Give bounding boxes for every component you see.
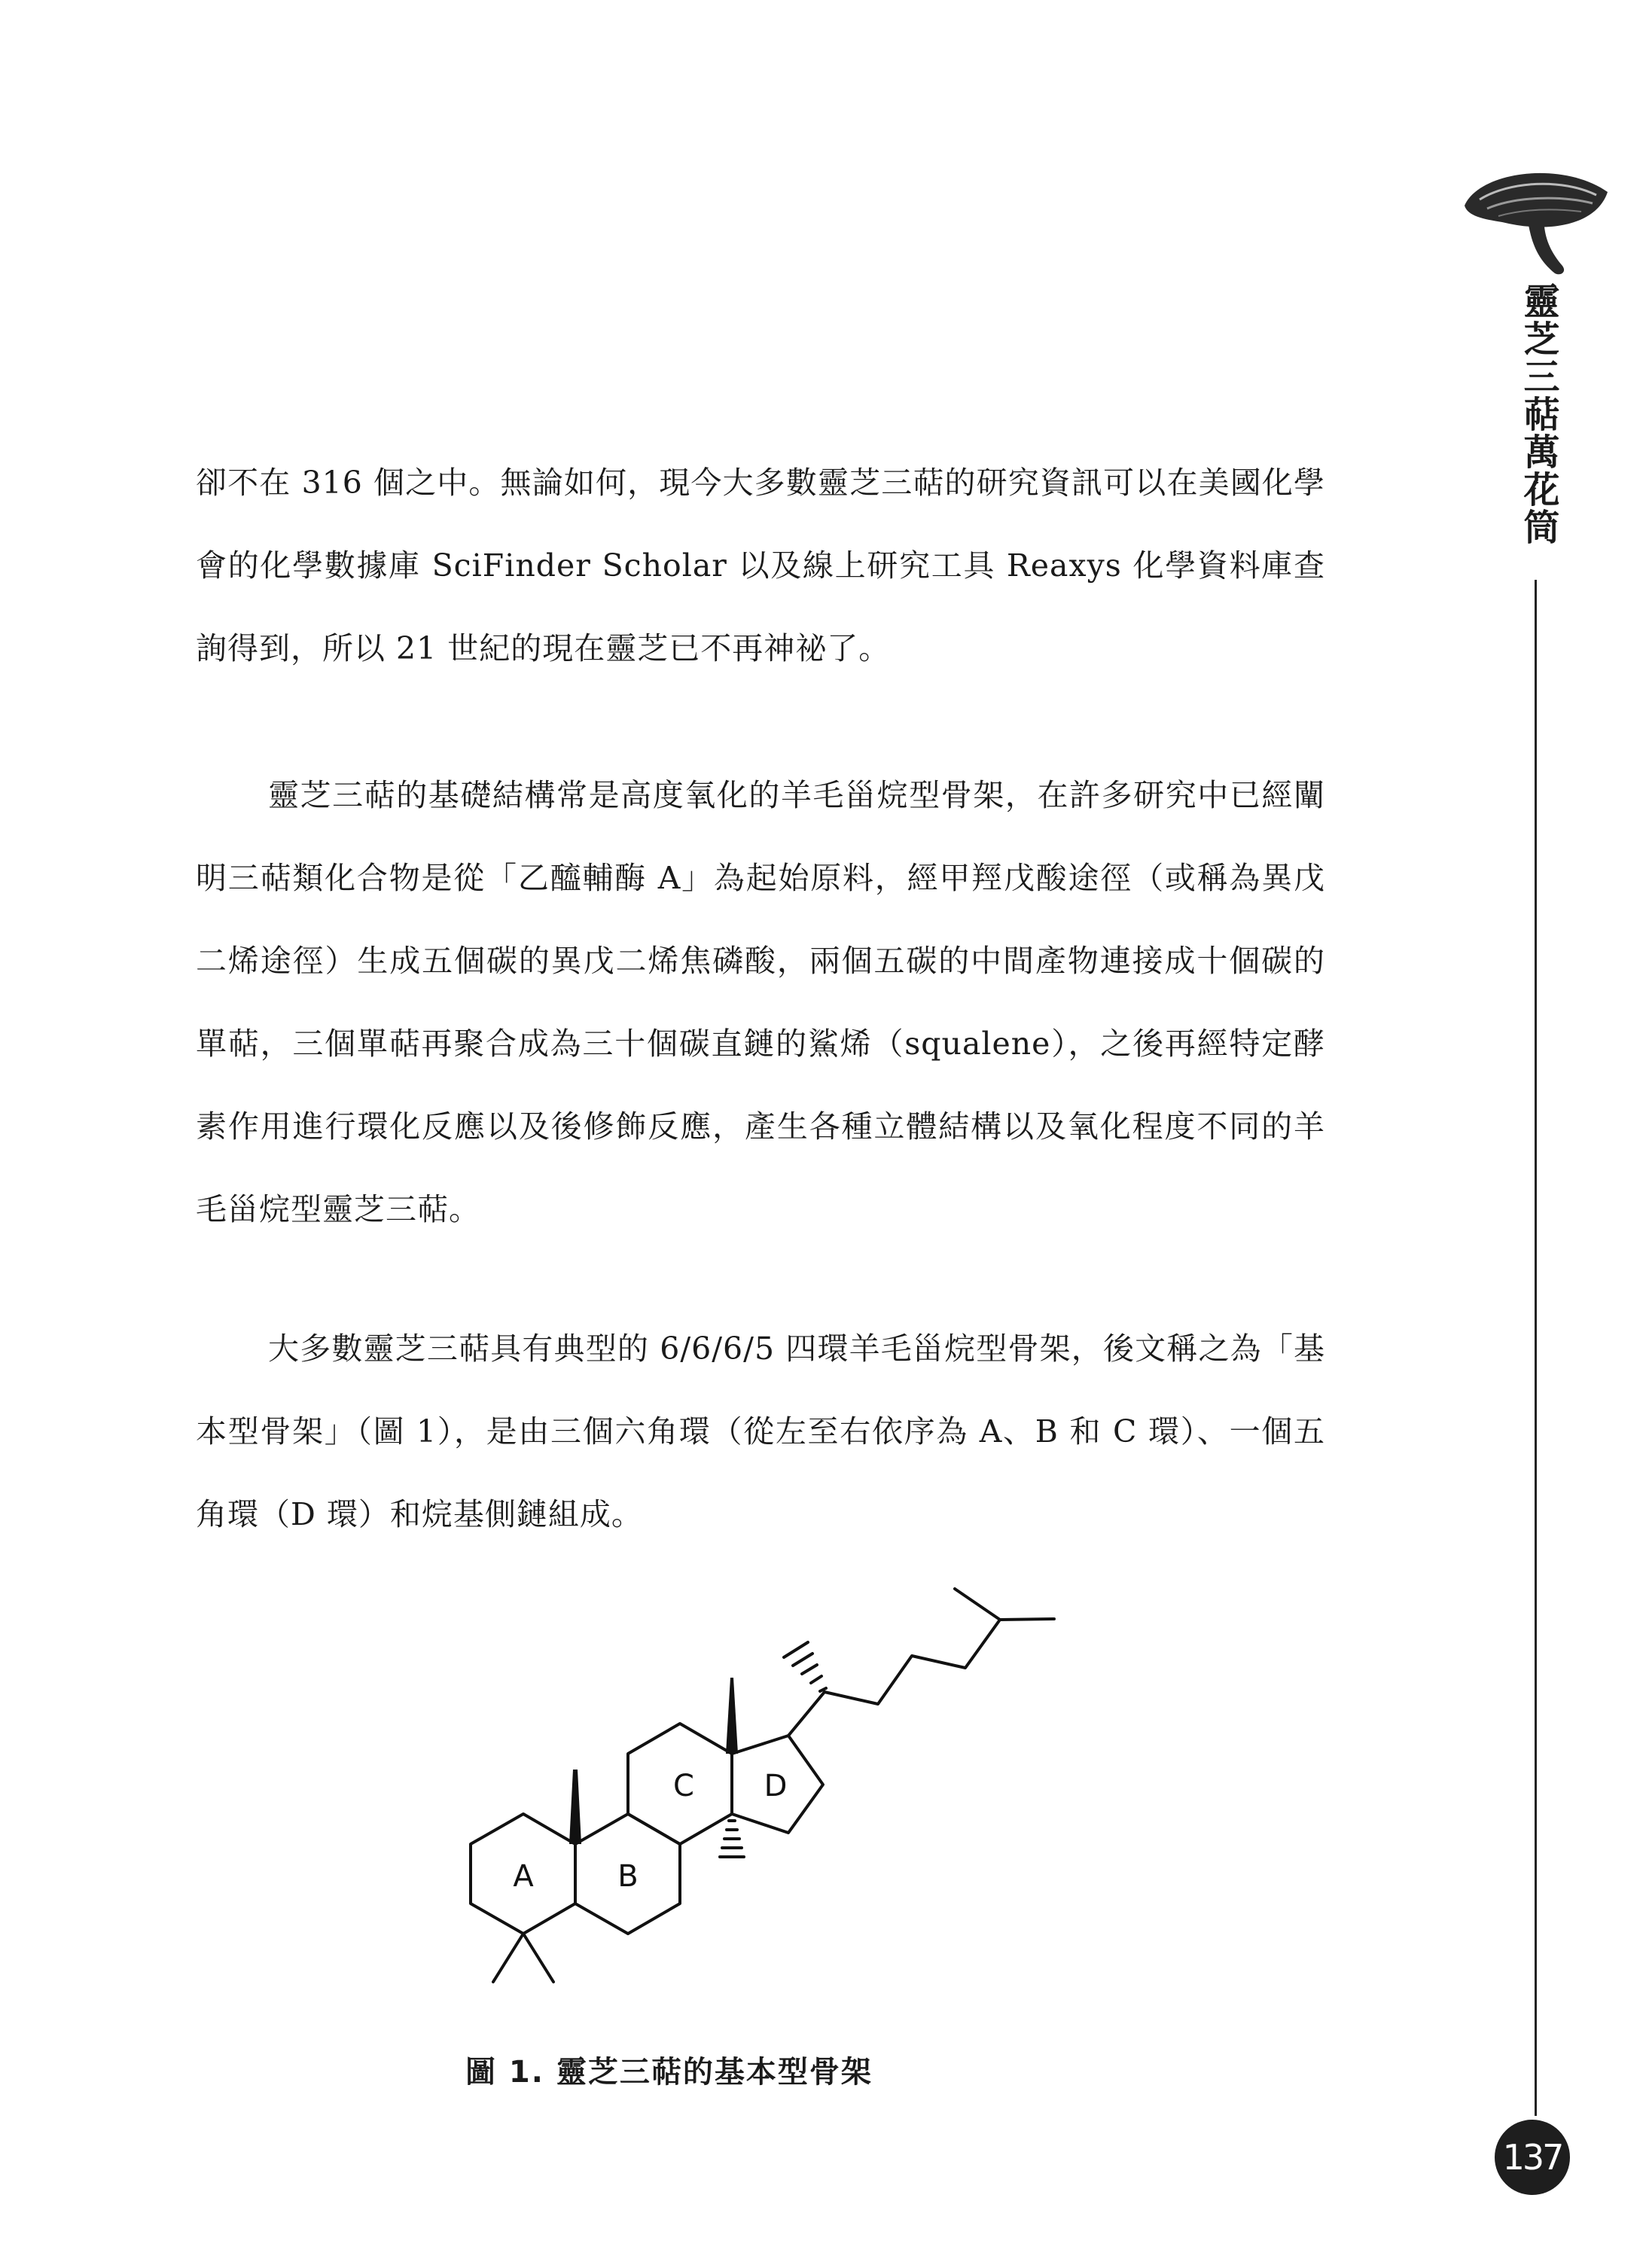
skeleton-structure-diagram (452, 1566, 1069, 1995)
paragraph-3: 大多數靈芝三萜具有典型的 6/6/6/5 四環羊毛甾烷型骨架，後文稱之為「基本型骨架」（圖 1），是由三個六角環（從左至右依序為 A、B 和 C 環）、一個五角環（D 環）和烷基側鏈組成。 (196, 1331, 1325, 1532)
ring-label-b: B (617, 1859, 639, 1894)
page-number: 137 (1495, 2120, 1570, 2195)
gem-dimethyl (493, 1934, 553, 1982)
paragraph-1: 卻不在 316 個之中。無論如何，現今大多數靈芝三萜的研究資訊可以在美國化學會的化學數據庫 SciFinder Scholar 以及線上研究工具 Reaxys 化學資料庫查詢得到，所以 21 世紀的現在靈芝已不再神祕了。 (196, 465, 1325, 666)
methyl-c10 (569, 1770, 581, 1844)
ring-label-d: D (764, 1769, 788, 1803)
sidebar-rule (1535, 580, 1537, 2116)
figure-caption: 圖 1. 靈芝三萜的基本型骨架 (465, 2055, 873, 2090)
paragraph-2: 靈芝三萜的基礎結構常是高度氧化的羊毛甾烷型骨架，在許多研究中已經闡明三萜類化合物是從「乙醯輔酶 A」為起始原料，經甲羥戊酸途徑（或稱為異戊二烯途徑）生成五個碳的異戊二烯焦磷酸，兩個五碳的中間產物連接成十個碳的單萜，三個單萜再聚合成為三十個碳直鏈的鯊烯（squalene），之後再經特定酵素作用進行環化反應以及後修飾反應，產生各種立體結構以及氧化程度不同的羊毛甾烷型靈芝三萜。 (196, 777, 1325, 1227)
hashed-methyl-c14 (720, 1821, 744, 1857)
hashed-methyl-c20 (784, 1642, 826, 1691)
sidebar-title: 靈芝三萜萬花筒 (1517, 282, 1559, 546)
methyl-c13 (726, 1678, 738, 1754)
lanostane-skeleton-figure (452, 1566, 1069, 1995)
lingzhi-mushroom-icon (1457, 162, 1615, 282)
ring-label-a: A (513, 1859, 534, 1894)
side-chain (788, 1589, 1054, 1736)
ring-label-c: C (673, 1769, 694, 1803)
